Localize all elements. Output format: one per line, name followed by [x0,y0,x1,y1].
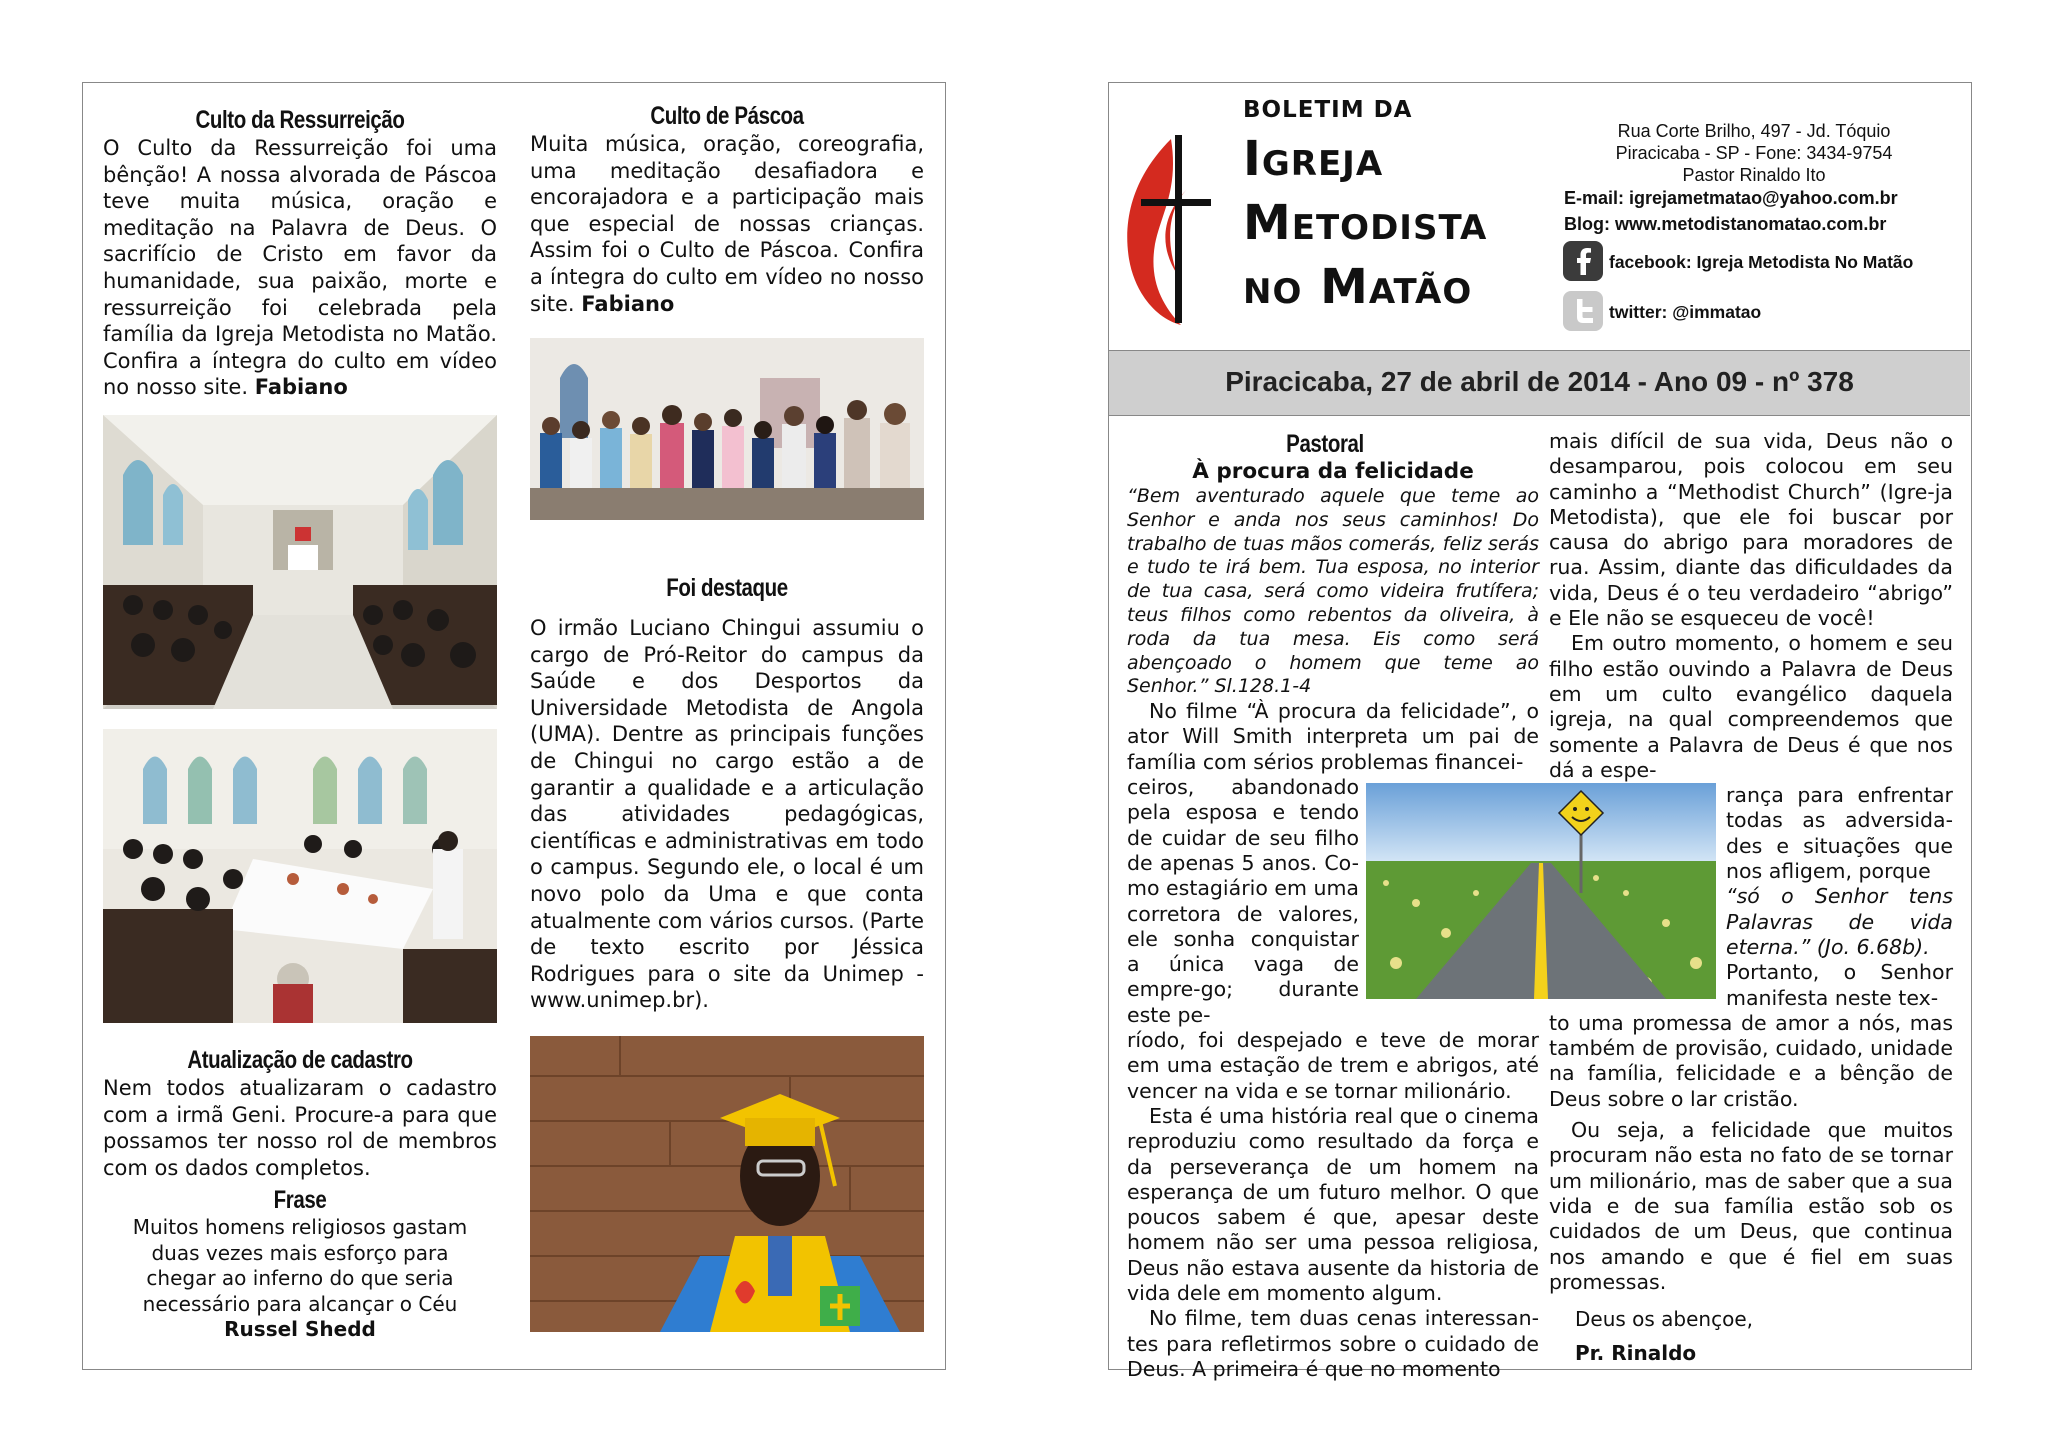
culto-pascoa-author: Fabiano [581,291,675,316]
pastoral-wrap-block [1726,783,1953,1011]
pastoral-paragraph-r3b: Portanto, o Senhor manifesta neste tex- [1726,960,1953,1010]
pastoral-paragraph-1c: ríodo, foi despejado e teve de morar em uma estação de trem e abrigos, até vencer na vida e se tornar milionário. [1127,1028,1539,1103]
masthead-line-3: no Matão [1243,259,1473,315]
left-bottom-column [103,1045,497,1342]
pastoral-section-title: Pastoral [1286,430,1364,458]
pastoral-paragraph-r3: rança para enfrentar todas as adversida-des e situações que nos afligem, porque [1726,783,1953,884]
twitter-icon [1563,291,1603,331]
right-page [1108,82,1972,1381]
address-line-2: Piracicaba - SP - Fone: 3434-9754 [1615,143,1893,163]
foi-destaque-title: Foi destaque [666,574,788,602]
fellowship-meal-photo [103,729,497,1023]
pastoral-scripture-ref: “só o Senhor tens Palavras de vida eterna.” (Jo. 6.68b). [1726,884,1953,959]
left-column-1 [103,105,497,401]
email-line: E-mail: igrejametmatao@yahoo.com.br [1564,188,1898,208]
cross-flame-logo [1121,129,1217,327]
frase-author: Russel Shedd [224,1317,376,1342]
pastoral-paragraph-r2: Em outro momento, o homem e seu filho estão ouvindo a Palavra de Deus em um culto evangélico daquela igreja, na qual compreendemos que somente a Palavra de Deus é que nos dá a espe- [1549,631,1953,782]
church-interior-photo [103,415,497,709]
pastoral-paragraph-r4: to uma promessa de amor a nós, mas também de provisão, cuidado, unidade na família, felicidade e a bênção de Deus sobre o lar cristão. [1549,1010,1953,1111]
masthead-line-2: Metodista [1243,195,1488,251]
pastoral-signature: Pr. Rinaldo [1575,1341,1697,1366]
pastor-name: Pastor Rinaldo Ito [1682,165,1826,185]
masthead-line-1: Igreja [1243,131,1384,187]
children-easter-photo [530,338,924,520]
atualizacao-title: Atualização de cadastro [187,1046,413,1074]
address-line-1: Rua Corte Brilho, 497 - Jd. Tóquio [1617,121,1891,141]
pastoral-paragraph-1a: No filme “À procura da felicidade”, o ator Will Smith interpreta um pai de família com sérios problemas financei- [1127,699,1539,774]
twitter-line: twitter: @immatao [1609,302,1762,322]
blog-line: Blog: www.metodistanomatao.com.br [1564,214,1887,234]
facebook-line: facebook: Igreja Metodista No Matão [1609,252,1914,272]
pastoral-epigraph: “Bem aventurado aquele que teme ao Senhor e anda nos seus caminhos! Do trabalho de tuas mãos comerás, feliz serás e tudo te irá bem. Tua esposa, no interior de tua casa, será como videira frutífera; teus filhos como rebentos da oliveira, à roda da tua mesa. Eis como será abençoado o homem que teme ao Senhor.” Sl.128.1-4 [1127,485,1539,698]
facebook-icon [1563,241,1603,281]
pastoral-closing: Deus os abençoe, [1575,1307,1753,1332]
left-page [82,82,946,1370]
graduate-portrait-photo [530,1036,924,1332]
culto-pascoa-title: Culto de Páscoa [650,102,804,130]
pastoral-paragraph-r1: mais difícil de sua vida, Deus não o desamparou, pois colocou em seu caminho a “Methodist Church” (Igre-ja Metodista), que ele foi buscar por causa do abrigo para moradores de rua. Assim, diante das dificuldades da vida, Deus é o teu verdadeiro “abrigo” e Ele não se esqueceu de você! [1549,429,1953,631]
frase-text: Muitos homens religiosos gastam duas vezes mais esforço para chegar ao inferno do que seria necessário para alcançar o Céu [132,1215,468,1316]
pastoral-right-column [1549,429,1953,1365]
pastoral-paragraph-3: No filme, tem duas cenas interessan-tes para refletirmos sobre o cuidado de Deus. A primeira é que no momento [1127,1306,1539,1381]
boletim-da-label: BOLETIM DA [1243,97,1413,123]
culto-ressurreicao-author: Fabiano [254,375,348,400]
foi-destaque-text: O irmão Luciano Chingui assumiu o cargo de Pró-Reitor do campus da Saúde e dos Desportos da Universidade Metodista de Angola (UMA). Dentre as principais funções de Chingui no cargo estão a de garantir a qualidade e a articulação das atividades pedagógicas, científicas e administrativas em todo o campus. Segundo ele, o local é um novo polo da Uma e que conta atualmente com vários cursos. (Parte de texto escrito por Jéssica Rodrigues para o site da Unimep - www.unimep.br). [530,616,924,1013]
pastoral-article-title: À procura da felicidade [1192,459,1474,484]
frase-title: Frase [273,1186,327,1215]
pastoral-paragraph-2: Esta é uma história real que o cinema reproduziu como resultado da força e da perseverança de um homem na esperança de um futuro melhor. O que poucos sabem é que, apesar deste homem não ser uma pessoa religiosa, Deus não estava ausente da historia de vida dele em momento algum. [1127,1103,1539,1305]
pastoral-paragraph-r5: Ou seja, a felicidade que muitos procuram não esta no fato de se tornar um milionário, mas de saber que a sua vida e de sua família estão sob os cuidados de um Deus, que continua nos amando e que é fiel em suas promessas. [1549,1118,1953,1294]
pastoral-paragraph-1b: ceiros, abandonado pela esposa e tendo de cuidar de seu filho de apenas 5 anos. Co-mo estagiário em uma corretora de valores, ele sonha conquistar a única vaga de empre-go; durante este pe- [1127,775,1359,1027]
date-band: Piracicaba, 27 de abril de 2014 - Ano 09 - nº 378 [1109,350,1970,416]
culto-ressurreicao-text: O Culto da Ressurreição foi uma bênção! A nossa alvorada de Páscoa teve muita música, oração e meditação na Palavra de Deus. O sacrifício de Cristo em favor da humanidade, sua paixão, morte e ressurreição foi celebrada pela família da Igreja Metodista no Matão. Confira a íntegra do culto em vídeo no nosso site. Fabiano [103,136,497,400]
left-column-2-destaque [530,573,924,1014]
culto-ressurreicao-title: Culto da Ressurreição [195,106,405,134]
culto-pascoa-text: Muita música, oração, coreografia, uma meditação desafiadora e encorajadora e a participação mais que especial de nossas crianças. Assim foi o Culto de Páscoa. Confira a íntegra do culto em vídeo no nosso site. Fabiano [530,132,924,316]
left-column-2 [530,101,924,317]
atualizacao-text: Nem todos atualizaram o cadastro com a irmã Geni. Procure-a para que possamos ter nosso rol de membros com os dados completos. [103,1076,497,1180]
